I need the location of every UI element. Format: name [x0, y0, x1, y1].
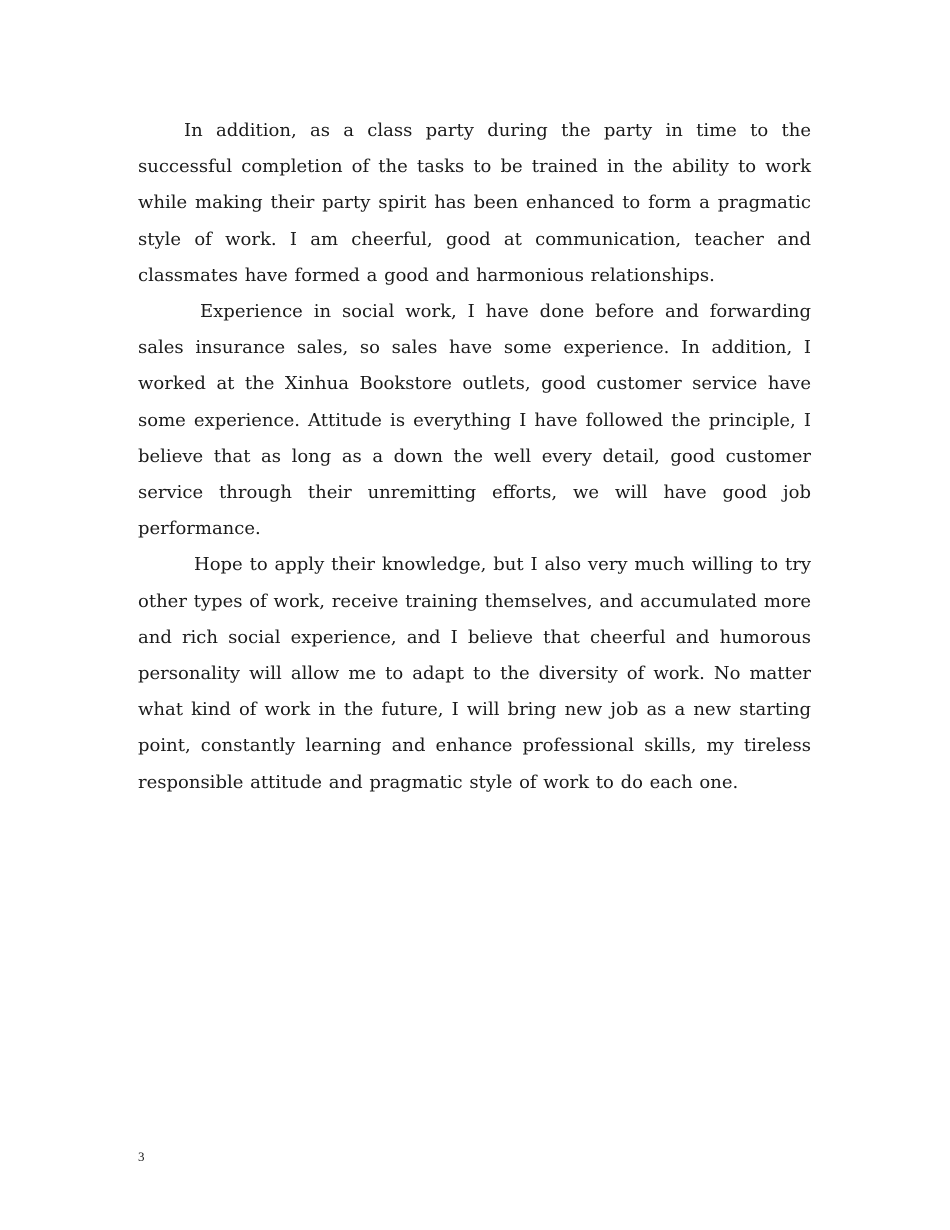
page-number: 3 [138, 1149, 145, 1164]
paragraph-future-work: Hope to apply their knowledge, but I also very much willing to try other types of work, receive training themselves, and accumulated more and rich social experience, and I believe that cheerful and humorous personality will allow me to adapt to the diversity of work. No matter what kind of work in the future, I will bring new job as a new starting point, constantly learning and enhance professional skills, my tireless responsible attitude and pragmatic style of work to do each one. [138, 554, 811, 793]
paragraph-social-work: Experience in social work, I have done before and forwarding sales insurance sales, so sales have some experience. In addition, I worked at the Xinhua Bookstore outlets, good customer service have some experience. Attitude is everything I have followed the principle, I believe that as long as a down the well every detail, good customer service through their unremitting efforts, we will have good job performance. [138, 301, 811, 540]
paragraph-class-party: In addition, as a class party during the party in time to the successful completion of the tasks to be trained in the ability to work while making their party spirit has been enhanced to form a pragmatic style of work. I am cheerful, good at communication, teacher and classmates have formed a good and harmonious relationships. [138, 120, 811, 286]
document-body [138, 113, 811, 801]
